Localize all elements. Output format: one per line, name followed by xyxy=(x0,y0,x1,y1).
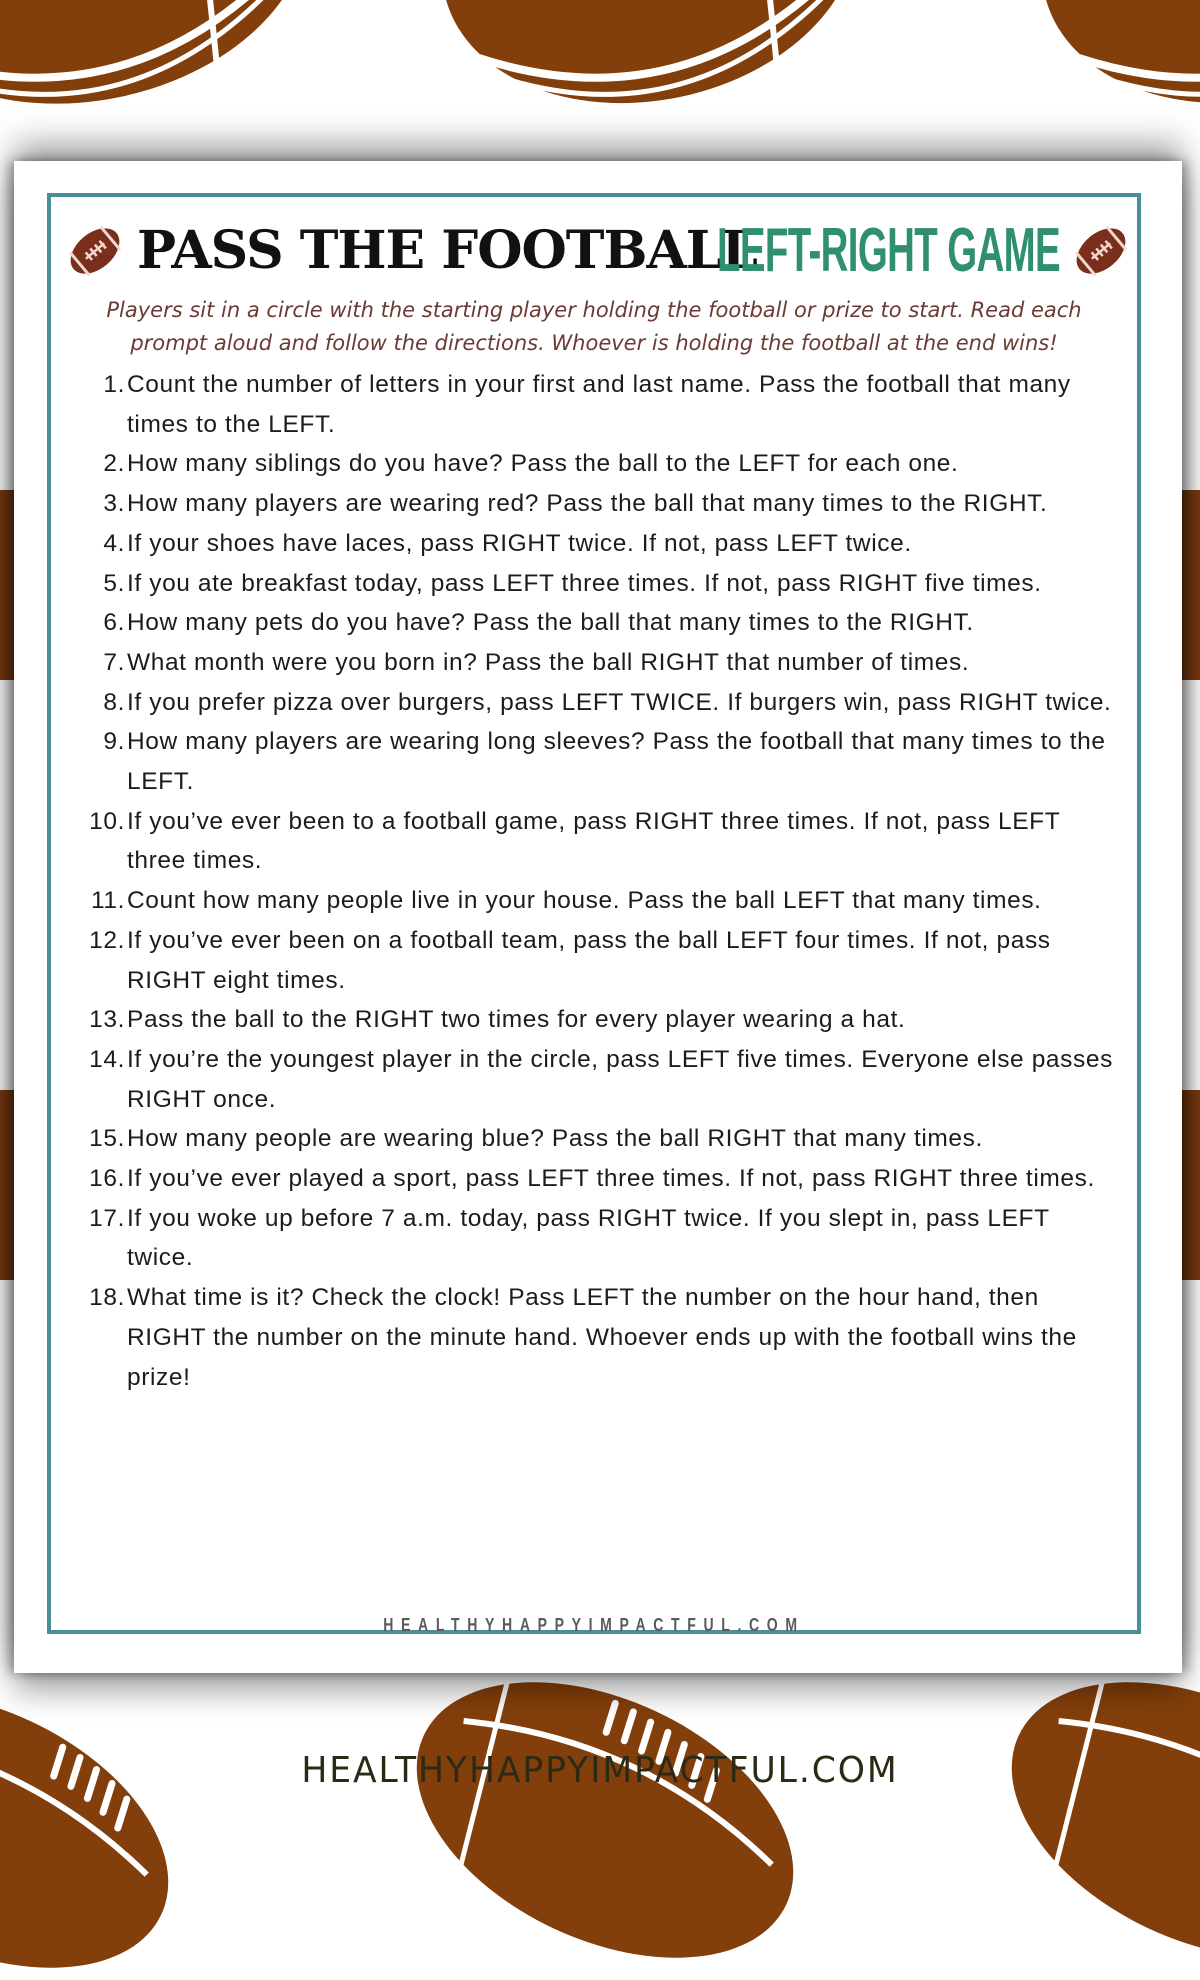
item-text: If you ate breakfast today, pass LEFT three times. If not, pass RIGHT five times. xyxy=(127,569,1042,597)
item-number: 14. xyxy=(89,1045,125,1073)
football-icon xyxy=(1073,224,1129,278)
item-number: 7. xyxy=(103,648,125,676)
list-item xyxy=(71,1040,1121,1119)
item-number: 12. xyxy=(89,926,125,954)
list-item xyxy=(71,484,1121,524)
item-text: How many players are wearing long sleeves? Pass the football that many times to the LEFT. xyxy=(127,728,1106,796)
intro-line: prompt aloud and follow the directions. Whoever is holding the football at the end wins! xyxy=(130,331,1058,355)
item-text: How many pets do you have? Pass the ball that many times to the RIGHT. xyxy=(127,609,974,637)
item-text: If you’ve ever played a sport, pass LEFT three times. If not, pass RIGHT three times. xyxy=(127,1165,1095,1193)
item-number: 13. xyxy=(89,1006,125,1034)
footer-url: HEALTHYHAPPYIMPACTFUL.COM xyxy=(301,1750,899,1791)
item-text: How many people are wearing blue? Pass the ball RIGHT that many times. xyxy=(127,1125,983,1153)
item-number: 9. xyxy=(103,728,125,756)
list-item xyxy=(71,603,1121,643)
item-number: 15. xyxy=(89,1125,125,1153)
item-number: 18. xyxy=(89,1284,125,1312)
item-number: 8. xyxy=(103,688,125,716)
item-number: 16. xyxy=(89,1165,125,1193)
background-football-icon xyxy=(0,1680,190,1980)
item-number: 11. xyxy=(90,887,125,915)
item-text: How many siblings do you have? Pass the ball to the LEFT for each one. xyxy=(127,450,959,478)
list-item xyxy=(71,1199,1121,1278)
item-number: 5. xyxy=(103,569,125,597)
list-item xyxy=(71,1159,1121,1199)
item-text: If you prefer pizza over burgers, pass LEFT TWICE. If burgers win, pass RIGHT twice. xyxy=(127,688,1112,716)
list-item xyxy=(71,722,1121,801)
item-number: 2. xyxy=(103,450,125,478)
background-football-icon xyxy=(420,0,880,130)
item-number: 17. xyxy=(89,1204,125,1232)
item-number: 1. xyxy=(103,371,125,398)
item-text: Count the number of letters in your first and last name. Pass the football that many times to the LEFT. xyxy=(127,371,1071,438)
item-text: What month were you born in? Pass the ball RIGHT that number of times. xyxy=(127,648,970,676)
list-item xyxy=(71,564,1121,604)
list-item xyxy=(71,921,1121,1000)
background-football-icon xyxy=(1020,0,1200,130)
watermark: HEALTHYHAPPYIMPACTFUL.COM xyxy=(383,1615,805,1635)
background-football-icon xyxy=(0,1090,14,1280)
card-frame xyxy=(47,193,1141,1634)
item-number: 10. xyxy=(89,807,125,835)
list-item xyxy=(71,444,1121,484)
football-icon xyxy=(67,224,123,278)
list-item xyxy=(71,643,1121,683)
title-main: PASS THE FOOTBALL xyxy=(137,220,757,281)
list-item xyxy=(71,1000,1121,1040)
instructions-intro xyxy=(91,294,1097,360)
background-football-icon xyxy=(0,0,320,130)
list-item xyxy=(71,524,1121,564)
background-football-icon xyxy=(395,1670,815,1970)
list-item xyxy=(71,1119,1121,1159)
background-football-icon xyxy=(1182,1090,1200,1280)
list-item xyxy=(71,802,1121,881)
item-text: If you’ve ever been on a football team, pass the ball LEFT four times. If not, pass RIGHT eight times. xyxy=(127,926,1051,994)
game-card xyxy=(14,161,1182,1673)
item-number: 3. xyxy=(103,490,125,518)
item-text: How many players are wearing red? Pass the ball that many times to the RIGHT. xyxy=(127,490,1048,518)
title-accent: LEFT-RIGHT GAME xyxy=(717,216,1061,285)
list-item xyxy=(71,881,1121,921)
list-item xyxy=(71,365,1121,444)
intro-line: Players sit in a circle with the starting player holding the football or prize to start. Read each xyxy=(106,298,1082,322)
item-number: 6. xyxy=(103,609,125,637)
item-text: Pass the ball to the RIGHT two times for every player wearing a hat. xyxy=(127,1006,906,1034)
prompt-list xyxy=(71,365,1121,1397)
list-item xyxy=(71,1278,1121,1397)
list-item xyxy=(71,683,1121,723)
item-text: If your shoes have laces, pass RIGHT twice. If not, pass LEFT twice. xyxy=(127,529,912,557)
background-football-icon xyxy=(0,490,14,680)
background-football-icon xyxy=(1182,490,1200,680)
page-title xyxy=(51,216,1137,285)
item-text: Count how many people live in your house. Pass the ball LEFT that many times. xyxy=(127,887,1042,915)
item-text: If you’re the youngest player in the circle, pass LEFT five times. Everyone else passes RIGHT once. xyxy=(127,1045,1113,1113)
item-text: What time is it? Check the clock! Pass LEFT the number on the hour hand, then RIGHT the number on the minute hand. Whoever ends up with the football wins the prize! xyxy=(127,1284,1077,1391)
item-text: If you woke up before 7 a.m. today, pass RIGHT twice. If you slept in, pass LEFT twice. xyxy=(127,1204,1050,1272)
item-text: If you’ve ever been to a football game, pass RIGHT three times. If not, pass LEFT three times. xyxy=(127,807,1060,875)
item-number: 4. xyxy=(103,529,125,557)
background-football-icon xyxy=(990,1670,1200,1970)
